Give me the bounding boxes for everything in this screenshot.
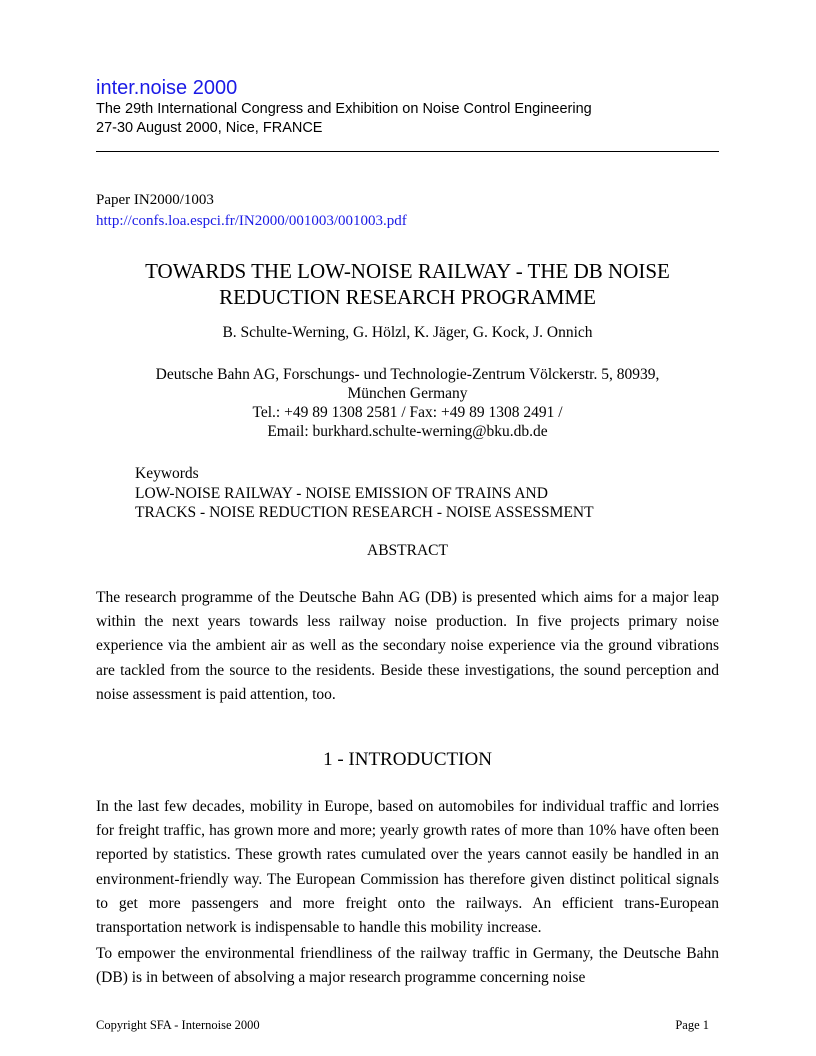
footer-copyright: Copyright SFA - Internoise 2000	[96, 1018, 260, 1032]
paper-title	[96, 258, 719, 310]
conference-header	[96, 76, 719, 138]
keywords-line-2: TRACKS - NOISE REDUCTION RESEARCH - NOISE ASSESSMENT	[135, 504, 594, 521]
paper-title-line-2: REDUCTION RESEARCH PROGRAMME	[219, 285, 596, 309]
conference-dates-place: 27-30 August 2000, Nice, FRANCE	[96, 120, 323, 136]
introduction-body	[96, 795, 719, 993]
paper-id: Paper IN2000/1003	[96, 192, 214, 208]
page-footer	[96, 1017, 719, 1033]
footer-page-number: Page 1	[675, 1018, 709, 1032]
contact-line-2: Email: burkhard.schulte-werning@bku.db.de	[267, 423, 548, 440]
introduction-paragraph-1: In the last few decades, mobility in Europe, based on automobiles for individual traffic and lorries for freight traffic, has grown more and more; yearly growth rates of more than 10% have often been reported by statistics. These growth rates cumulated over the years cannot easily be handled in an environment-friendly way. The European Commission has therefore given distinct political signals to get more passengers and more freight onto the railways. An efficient trans-European transportation network is indispensable to handle this mobility increase.	[96, 798, 719, 937]
congress-name: The 29th International Congress and Exhibition on Noise Control Engineering	[96, 101, 592, 117]
affiliation	[96, 365, 719, 441]
introduction-paragraph-2: To empower the environmental friendliness of the railway traffic in Germany, the Deutsche Bahn (DB) is in between of absolving a major research programme concerning noise	[96, 945, 719, 987]
keywords-heading: Keywords	[135, 465, 199, 482]
keywords-block	[135, 464, 594, 523]
conference-name: inter.noise 2000	[96, 77, 238, 99]
keywords-line-1: LOW-NOISE RAILWAY - NOISE EMISSION OF TRAINS AND	[135, 484, 548, 502]
contact-line-1: Tel.: +49 89 1308 2581 / Fax: +49 89 1308 2491 /	[252, 404, 563, 421]
paper-title-line-1: TOWARDS THE LOW-NOISE RAILWAY - THE DB NOISE	[145, 259, 670, 283]
paper-meta	[96, 190, 407, 232]
abstract-heading: ABSTRACT	[367, 542, 448, 559]
paper-authors: B. Schulte-Werning, G. Hölzl, K. Jäger, G. Kock, J. Onnich	[222, 324, 593, 341]
affiliation-line-2: München Germany	[347, 385, 468, 402]
abstract-text: The research programme of the Deutsche Bahn AG (DB) is presented which aims for a major leap within the next years towards less railway noise production. In five projects primary noise experience via the ambient air as well as the secondary noise experience via the ground vibrations are tackled from the source to the residents. Beside these investigations, the sound perception and noise assessment is paid attention, too.	[96, 589, 719, 703]
paper-url-link[interactable]: http://confs.loa.espci.fr/IN2000/001003/001003.pdf	[96, 213, 407, 229]
section-heading-introduction: 1 - INTRODUCTION	[323, 749, 492, 770]
affiliation-line-1: Deutsche Bahn AG, Forschungs- und Technologie-Zentrum Völckerstr. 5, 80939,	[155, 366, 660, 383]
header-divider	[96, 151, 719, 152]
